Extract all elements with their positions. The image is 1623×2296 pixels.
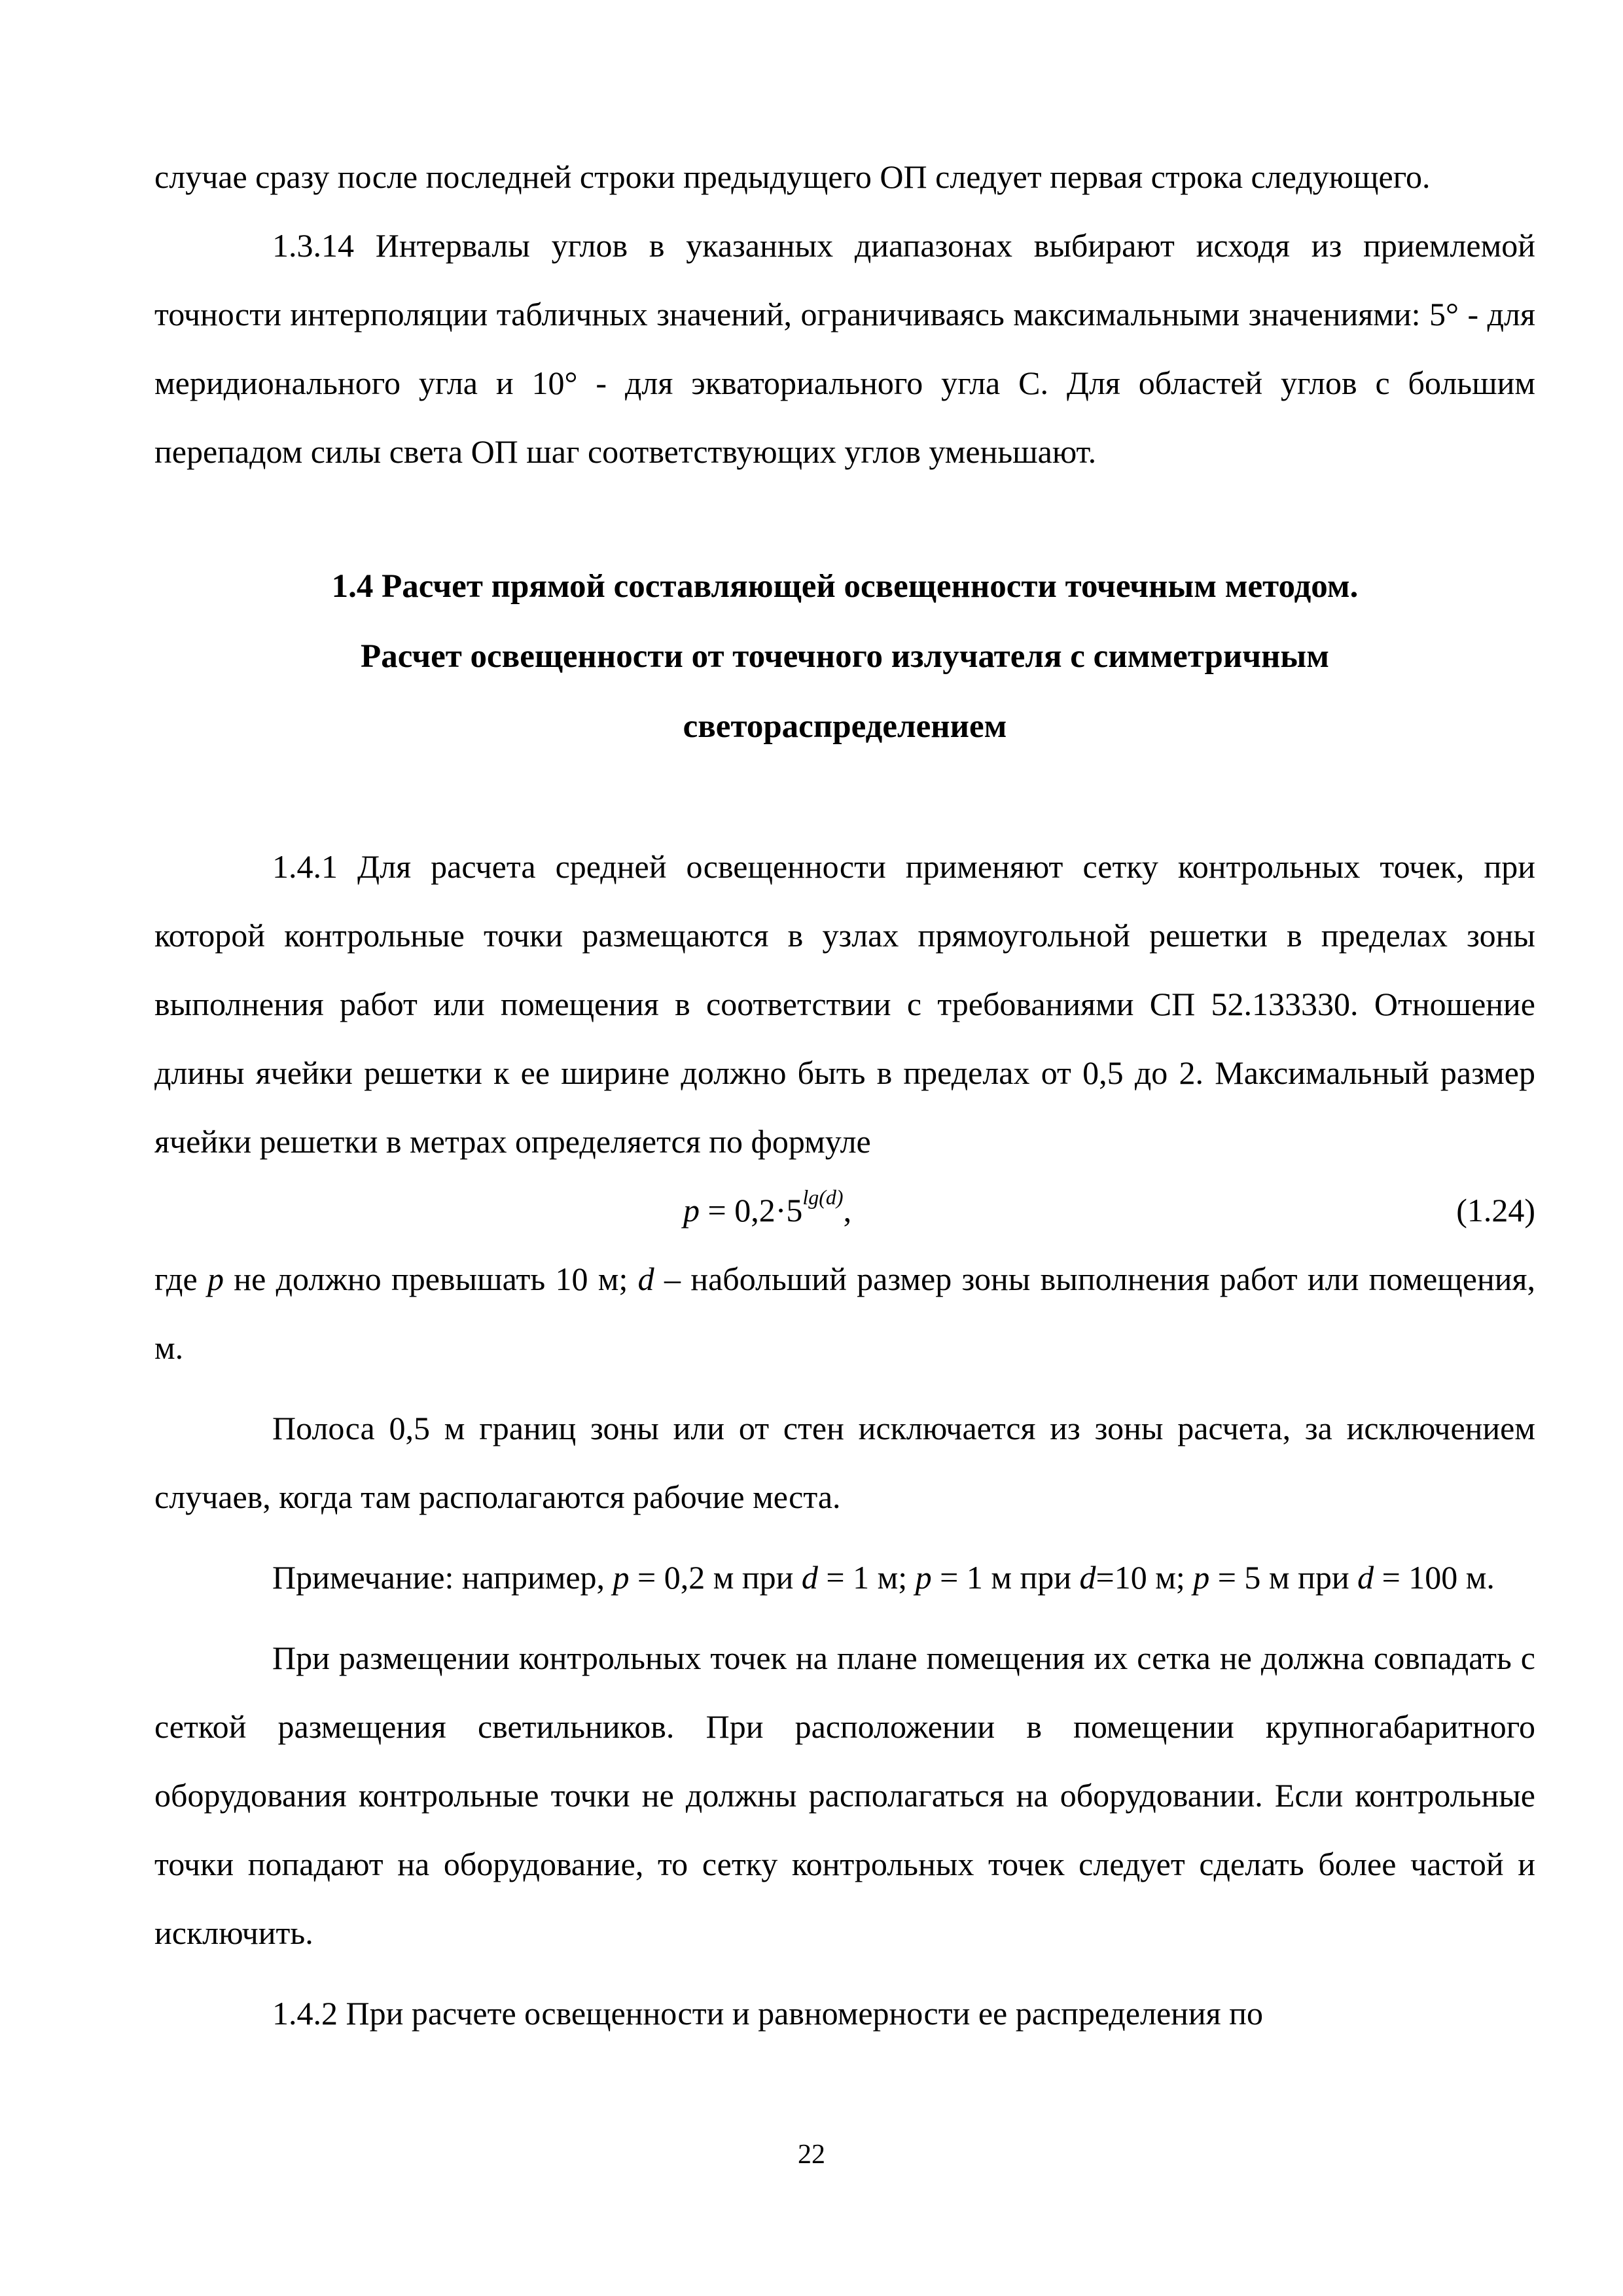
note-text-3: = 1 м;: [817, 1559, 916, 1596]
note-var-p-2: p: [915, 1559, 932, 1596]
formula-exponent: lg(d): [802, 1185, 844, 1210]
page-number: 22: [798, 2140, 825, 2170]
paragraph-strip: Полоса 0,5 м границ зоны или от стен исключается из зоны расчета, за исключением случаев, когда там располагаются рабочие места.: [154, 1410, 1535, 1515]
note-var-d-2: d: [1079, 1559, 1096, 1596]
formula-1-24: [154, 1176, 1535, 1245]
note-var-p-3: p: [1193, 1559, 1210, 1596]
paragraph-1-4-1: 1.4.1 Для расчета средней освещенности применяют сетку контрольных точек, при которой контрольные точки размещаются в узлах прямоугольной решетки в пределах зоны выполнения работ или помещения в соответствии с требованиями СП 52.133330. Отношение длины ячейки решетки к ее ширине должно быть в пределах от 0,5 до 2. Максимальный размер ячейки решетки в метрах определяется по формуле: [154, 848, 1535, 1160]
note-text-2: = 0,2 м при: [629, 1559, 802, 1596]
formula-comma: ,: [843, 1192, 852, 1229]
where-var-d: d: [637, 1261, 654, 1297]
formula-rhs: = 0,2·5: [700, 1192, 803, 1229]
section-heading-1-4: [154, 552, 1535, 762]
heading-line-2: Расчет освещенности от точечного излучателя с симметричным: [361, 638, 1329, 675]
note-text-1: Примечание: например,: [272, 1559, 613, 1596]
note-var-p-1: p: [613, 1559, 630, 1596]
note-text-4: = 1 м при: [931, 1559, 1080, 1596]
paragraph-continuation: случае сразу после последней строки предыдущего ОП следует первая строка следующего.: [154, 158, 1431, 195]
paragraph-where: [154, 1245, 1535, 1382]
note-text-7: = 100 м.: [1374, 1559, 1495, 1596]
paragraph-1-4-2: 1.4.2 При расчете освещенности и равномерности ее распределения по: [272, 1995, 1263, 2032]
page-content: [154, 143, 1535, 2048]
where-text-1: где: [154, 1261, 207, 1297]
formula-number: (1.24): [1456, 1192, 1535, 1229]
where-var-p: p: [207, 1261, 224, 1297]
note-text-5: =10 м;: [1096, 1559, 1194, 1596]
where-text-2: не должно превышать 10 м;: [223, 1261, 638, 1297]
heading-line-3: светораспределением: [683, 708, 1007, 745]
note-var-d-1: d: [801, 1559, 818, 1596]
note-var-d-3: d: [1357, 1559, 1374, 1596]
paragraph-1-3-14: 1.3.14 Интервалы углов в указанных диапазонах выбирают исходя из приемлемой точности интерполяции табличных значений, ограничиваясь максимальными значениями: 5° - для меридионального угла и 10° - для экваториального угла С. Для областей углов с большим перепадом силы света ОП шаг соответствующих углов уменьшают.: [154, 227, 1535, 470]
paragraph-placement: При размещении контрольных точек на плане помещения их сетка не должна совпадать с сеткой размещения светильников. При расположении в помещении крупногабаритного оборудования контрольные точки не должны располагаться на оборудовании. Если контрольные точки попадают на оборудование, то сетку контрольных точек следует сделать более частой и исключить.: [154, 1640, 1535, 1951]
note-text-6: = 5 м при: [1209, 1559, 1358, 1596]
paragraph-note: [154, 1543, 1535, 1612]
formula-expression: [683, 1176, 851, 1245]
where-text-3: – набольший размер зоны выполнения работ или помещения, м.: [154, 1261, 1536, 1366]
formula-var-p: p: [683, 1192, 700, 1229]
heading-line-1: 1.4 Расчет прямой составляющей освещенности точечным методом.: [331, 568, 1359, 605]
